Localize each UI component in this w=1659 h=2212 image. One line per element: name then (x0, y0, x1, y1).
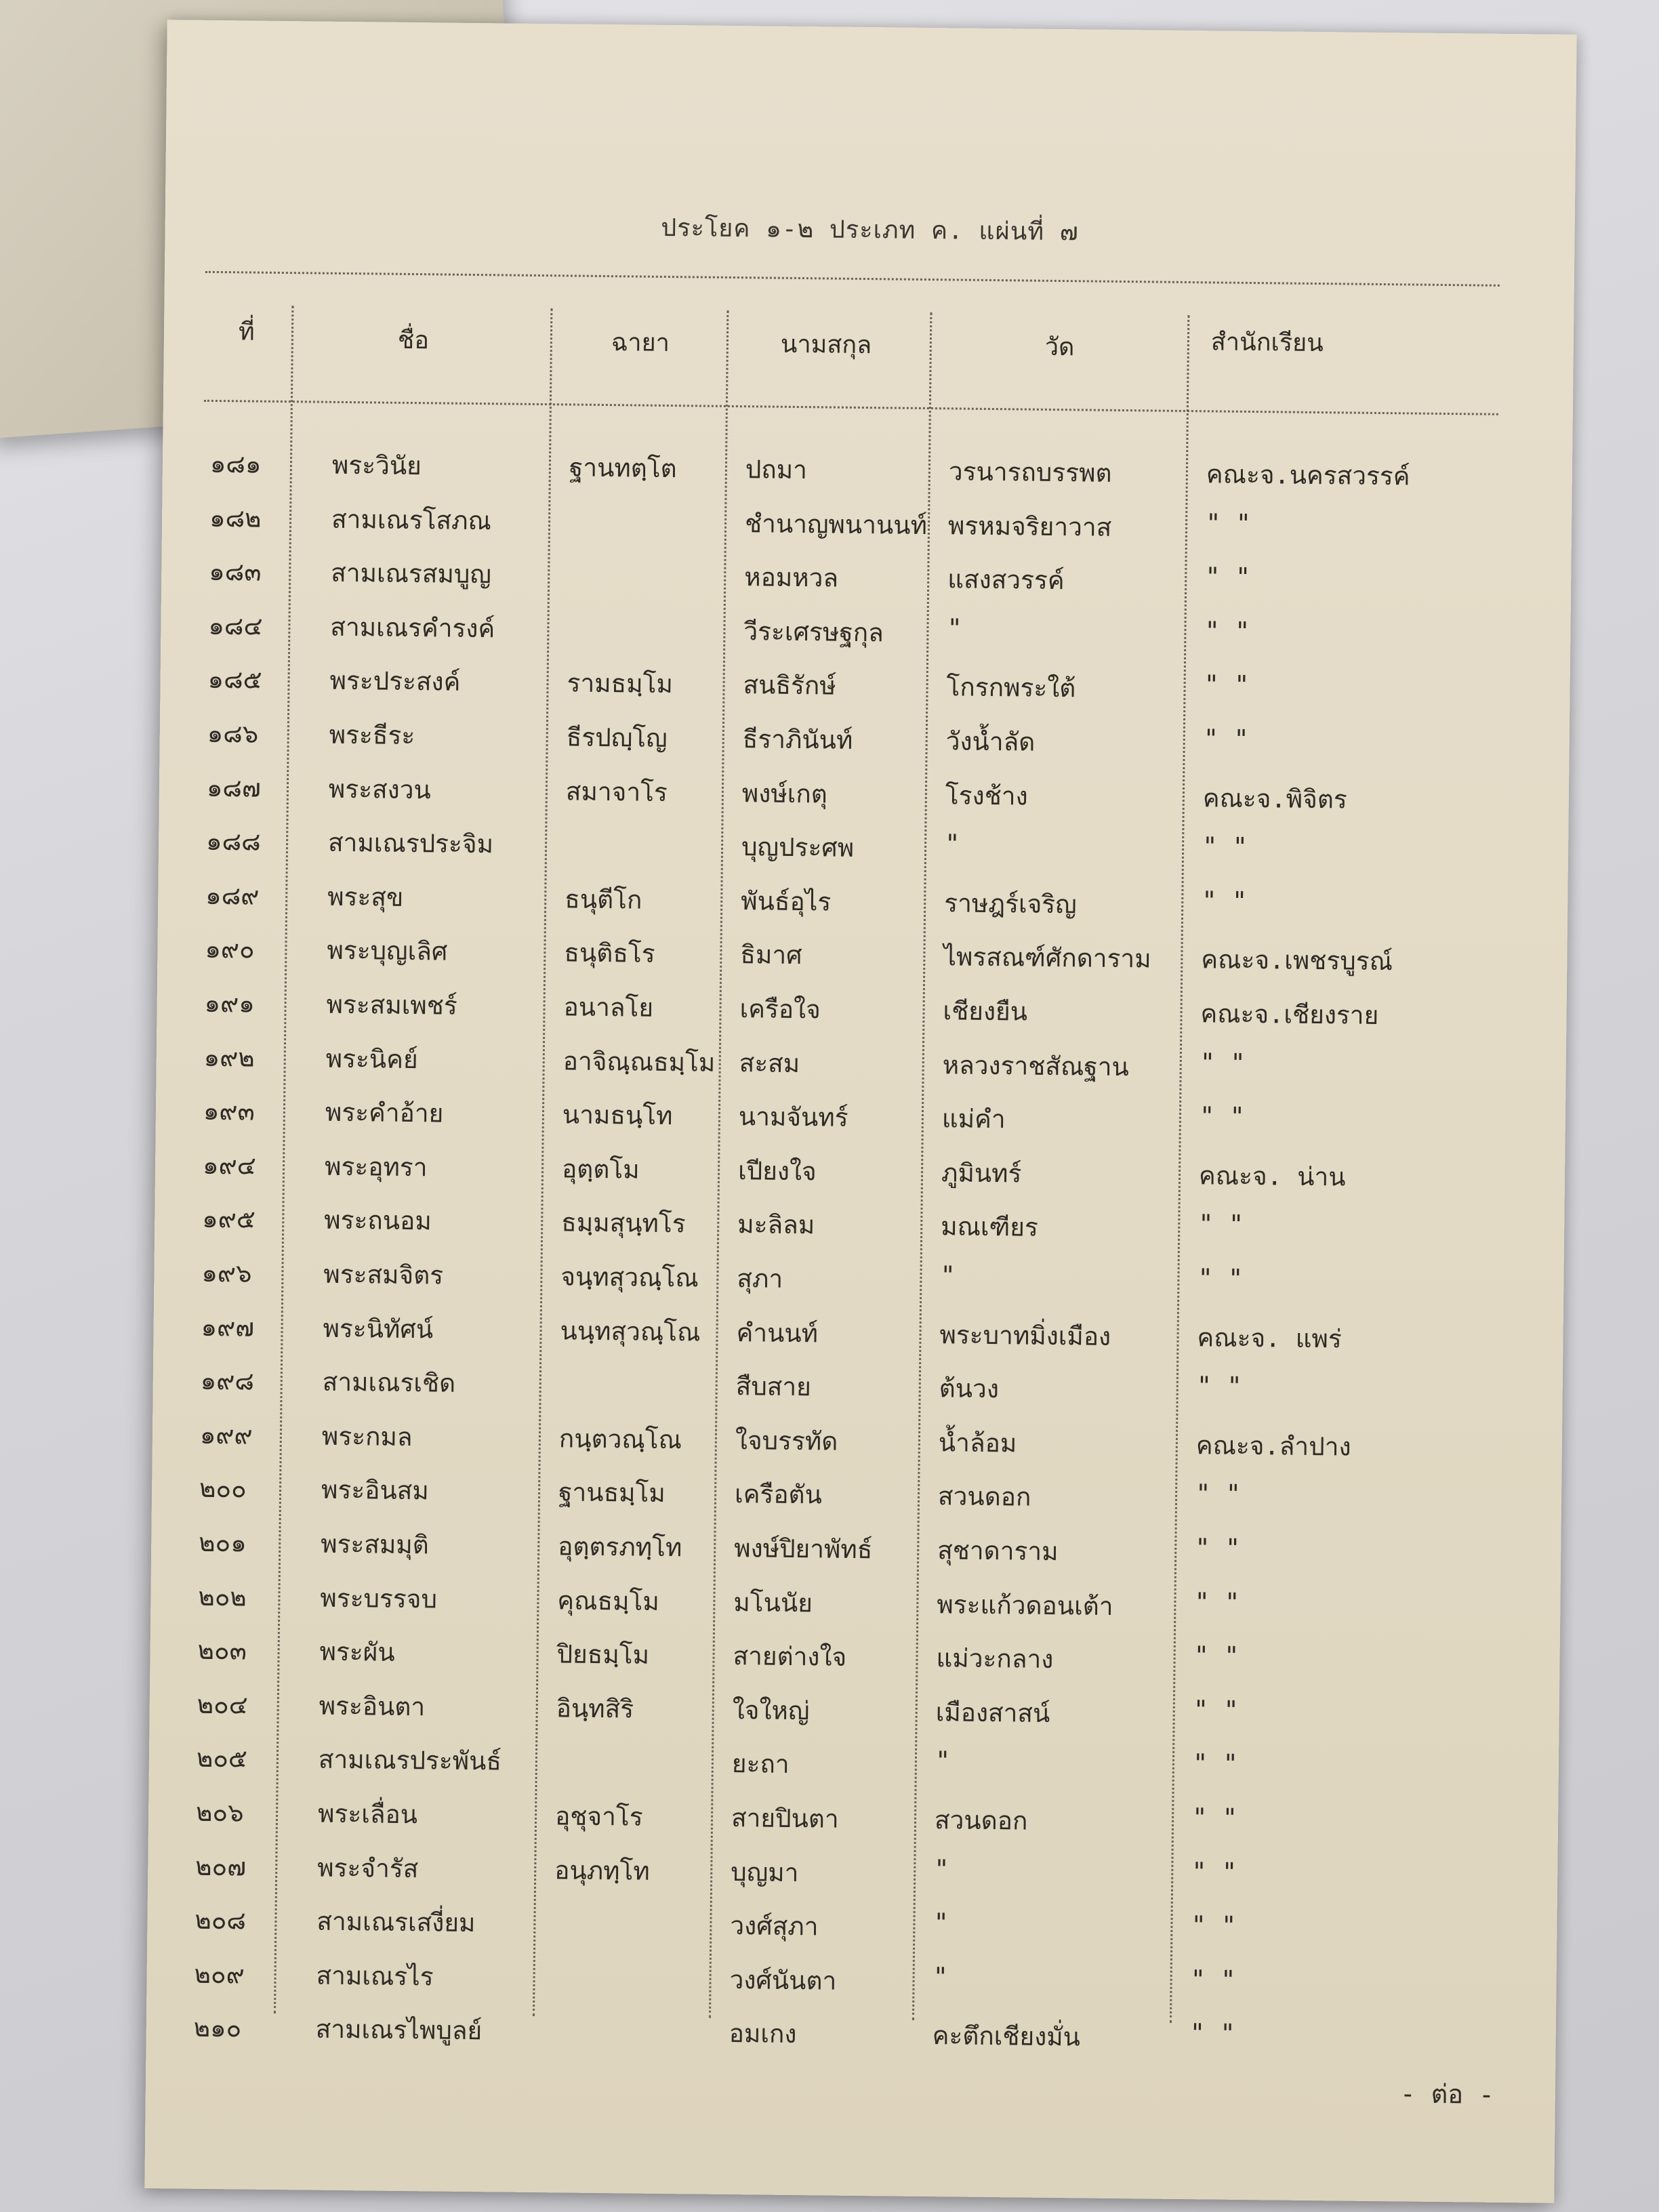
row-alias: อุตฺตรภทฺโท (558, 1532, 682, 1563)
row-school: " " (1205, 562, 1251, 592)
row-no: ๒๐๘ (194, 1905, 247, 1936)
row-name: พระจำรัส (317, 1853, 419, 1883)
row-name: พระถนอม (324, 1206, 432, 1236)
row-school: " " (1191, 1910, 1237, 1941)
row-temple: น้ำล้อม (938, 1428, 1017, 1458)
row-name: สามเณรโสภณ (331, 504, 492, 535)
row-alias: ปิยธมฺโม (556, 1639, 650, 1670)
row-school: " " (1189, 2018, 1235, 2049)
row-school: " " (1191, 1803, 1238, 1832)
row-school: " " (1204, 616, 1250, 646)
row-no: ๒๐๒ (198, 1582, 247, 1612)
row-temple: เชียงยืน (943, 996, 1028, 1027)
row-name: พระผัน (319, 1637, 395, 1668)
row-alias: อุตฺตโม (561, 1154, 640, 1185)
row-school: คณะจ.นครสวรรค์ (1206, 459, 1410, 491)
row-no: ๑๘๓ (209, 557, 262, 587)
row-surname: หอมหวล (744, 562, 839, 593)
row-no: ๑๘๙ (205, 880, 260, 911)
row-school: " " (1194, 1586, 1240, 1617)
row-temple: ต้นวง (939, 1374, 1000, 1404)
row-alias: ฐานทตฺโต (569, 453, 677, 484)
row-surname: พงษ์เกตุ (741, 778, 828, 809)
column-header-temple: วัด (1044, 333, 1075, 362)
row-surname: ชำนาญพนานนท์ (744, 508, 928, 540)
row-surname: เครือใจ (739, 994, 821, 1025)
row-alias: จนฺทสุวณฺโณ (560, 1262, 699, 1293)
row-school: " " (1200, 1047, 1246, 1078)
row-surname: พันธ์อุไร (741, 886, 832, 917)
row-surname: ใจใหญ่ (732, 1695, 810, 1726)
row-name: พระวินัย (331, 450, 422, 481)
column-header-alias: ฉายา (611, 329, 670, 357)
row-surname: สุภา (737, 1264, 783, 1294)
row-no: ๒๐๑ (199, 1528, 247, 1558)
row-school: คณะจ. แพร่ (1197, 1322, 1343, 1354)
row-school: " " (1203, 724, 1249, 754)
row-school: คณะจ. น่าน (1198, 1161, 1346, 1192)
row-no: ๒๐๗ (195, 1851, 247, 1882)
row-alias: รามธมฺโม (567, 668, 674, 699)
row-name: พระคำอ้าย (325, 1097, 444, 1128)
row-school: " " (1202, 832, 1248, 862)
page-title: ประโยค ๑-๒ ประเภท ค. แผ่นที่ ๗ (661, 213, 1080, 247)
row-no: ๑๘๖ (207, 718, 259, 749)
row-no: ๒๑๐ (193, 2013, 242, 2043)
row-no: ๒๐๙ (194, 1959, 245, 1990)
row-temple: พรหมจริยาวาส (947, 510, 1112, 542)
column-divider (1170, 315, 1189, 2023)
row-school: " " (1195, 1533, 1241, 1563)
row-no: ๑๘๕ (207, 665, 262, 695)
row-temple: วรนารถบรรพต (948, 457, 1112, 488)
column-header-no: ที่ (238, 318, 255, 346)
row-name: พระอุทรา (324, 1151, 428, 1183)
row-name: พระบุญเลิศ (327, 936, 448, 966)
row-temple: สุชาดาราม (937, 1536, 1059, 1567)
row-name: สามเณรประพันธ์ (318, 1745, 502, 1776)
column-divider (709, 310, 729, 2018)
row-temple: ภูมินทร์ (941, 1158, 1022, 1189)
row-name: สามเณรไพบูลย์ (315, 2015, 483, 2046)
column-header-school: สำนักเรียน (1210, 328, 1324, 358)
row-surname: คำนนท์ (736, 1317, 819, 1348)
row-surname: วงศ์นันตา (729, 1965, 837, 1996)
row-surname: สะสม (739, 1048, 800, 1078)
row-name: พระสมมุติ (321, 1529, 430, 1560)
row-no: ๑๙๘ (200, 1366, 255, 1396)
row-temple: " (940, 1261, 956, 1290)
row-surname: พงษ์ปิยาพัทธ์ (734, 1534, 873, 1565)
row-no: ๑๙๐ (205, 935, 255, 965)
row-surname: บุญประศพ (741, 832, 855, 863)
row-temple: สวนดอก (937, 1481, 1031, 1513)
row-alias: นามธนฺโท (562, 1100, 673, 1131)
row-name: สามเณรคำรงค์ (330, 612, 495, 644)
row-no: ๑๘๑ (209, 449, 262, 479)
row-surname: วงศ์สุภา (730, 1911, 819, 1942)
row-surname: ยะถา (731, 1749, 790, 1780)
row-school: " " (1205, 508, 1252, 538)
row-surname: ธิมาศ (740, 940, 802, 970)
row-temple: เมืองสาสน์ (935, 1698, 1050, 1728)
row-name: พระนิทัศน์ (323, 1313, 434, 1345)
row-school: " " (1192, 1748, 1239, 1779)
column-divider (274, 306, 293, 2013)
row-no: ๑๙๙ (199, 1420, 253, 1450)
row-no: ๒๐๕ (196, 1744, 248, 1774)
row-alias: อนุภทฺโท (554, 1855, 651, 1886)
row-school: " " (1196, 1371, 1242, 1401)
row-temple: วังน้ำลัด (945, 726, 1036, 757)
row-no: ๑๙๖ (201, 1258, 252, 1288)
row-no: ๑๙๒ (203, 1042, 255, 1073)
row-school: " " (1198, 1209, 1244, 1240)
row-no: ๑๙๗ (201, 1312, 255, 1343)
row-temple: " (934, 1853, 949, 1884)
row-surname: ธีราภินันท์ (742, 724, 853, 755)
row-no: ๒๐๓ (197, 1635, 247, 1666)
row-alias: อินฺทสิริ (556, 1694, 634, 1724)
row-surname: สายต่างใจ (733, 1641, 847, 1673)
row-temple: พระแก้วดอนเต้า (937, 1589, 1113, 1621)
row-surname: วีระเศรษฐกุล (743, 616, 884, 648)
row-no: ๑๙๓ (203, 1097, 255, 1126)
row-alias: กนฺตวณฺโณ (558, 1424, 682, 1455)
row-alias: ฐานธมฺโม (558, 1477, 666, 1509)
row-name: พระกมล (321, 1421, 413, 1452)
row-no: ๒๐๖ (195, 1797, 244, 1828)
row-school: " " (1199, 1101, 1246, 1132)
row-name: พระสมจิตร (323, 1259, 444, 1290)
column-divider (533, 308, 552, 2016)
column-header-name: ชื่อ (397, 326, 430, 355)
row-name: พระสมเพชร์ (326, 989, 457, 1021)
row-alias: สมาจาโร (565, 777, 668, 807)
row-school: คณะจ.พิจิตร (1202, 783, 1347, 815)
row-school: คณะจ.เพชรบูรณ์ (1201, 945, 1393, 977)
row-surname: บุญมา (731, 1857, 799, 1887)
row-no: ๒๐๔ (197, 1689, 248, 1720)
row-name: สามเณรประจิม (327, 827, 494, 859)
document-page (144, 20, 1576, 2203)
row-name: สามเณรเชิด (322, 1367, 456, 1398)
row-surname: ใจบรรทัด (735, 1425, 838, 1456)
row-surname: สนธิรักษ์ (743, 670, 836, 701)
row-temple: " (933, 1961, 949, 1992)
header-top-rule (205, 271, 1500, 287)
row-no: ๑๙๑ (204, 988, 255, 1019)
row-name: พระอินสม (321, 1475, 429, 1506)
row-alias: ธีรปญฺโญ (566, 722, 668, 753)
row-name: พระอินตา (319, 1691, 426, 1722)
row-temple: โรงช้าง (945, 780, 1028, 811)
row-no: ๑๙๕ (202, 1204, 256, 1235)
row-surname: ปถมา (745, 455, 808, 485)
row-temple: ไพรสณฑ์ศักดาราม (943, 942, 1151, 974)
row-temple: " (933, 1908, 949, 1938)
row-alias: ธนุติธโร (564, 938, 655, 969)
row-surname: มโนนัย (733, 1587, 813, 1618)
row-school: " " (1191, 1856, 1237, 1887)
row-temple: " (944, 829, 960, 859)
row-temple: ราษฎร์เจริญ (944, 888, 1077, 920)
row-school: " " (1190, 1964, 1236, 1994)
row-no: ๒๐๐ (199, 1474, 247, 1504)
row-name: พระบรรจบ (320, 1583, 438, 1614)
row-name: พระประสงค์ (329, 666, 461, 697)
row-school: " " (1195, 1479, 1242, 1509)
row-name: สามเณรไร (316, 1961, 434, 1992)
row-temple: " (947, 613, 962, 643)
row-surname: เครือตัน (734, 1479, 823, 1510)
row-name: พระธีระ (329, 720, 415, 751)
row-no: ๑๙๔ (202, 1150, 256, 1181)
row-no: ๑๘๘ (205, 827, 261, 857)
row-alias: นนฺทสุวณฺโณ (560, 1315, 701, 1347)
page-footer: - ต่อ - (1399, 2078, 1495, 2110)
row-temple: โกรกพระใต้ (946, 672, 1076, 703)
row-alias: อาจิณฺณธมฺโม (562, 1046, 716, 1078)
row-name: สามเณรสมบูญ (331, 558, 492, 590)
row-school: คณะจ.ลำปาง (1195, 1431, 1351, 1462)
row-name: สามเณรเสงี่ยม (316, 1906, 476, 1938)
row-no: ๑๘๔ (208, 611, 263, 641)
row-surname: มะลิลม (737, 1210, 815, 1240)
row-temple: หลวงราชสัณฐาน (942, 1050, 1129, 1082)
row-school: " " (1204, 670, 1250, 700)
row-temple: คะตึกเชียงมั่น (932, 2021, 1081, 2052)
header-bottom-rule (204, 400, 1498, 415)
row-school: คณะจ.เชียงราย (1200, 999, 1379, 1030)
row-temple: แสงสวรรค์ (947, 565, 1065, 596)
row-temple: สวนดอก (934, 1805, 1028, 1836)
column-header-surname: นามสกุล (780, 330, 872, 360)
row-alias: คุณธมฺโม (557, 1585, 659, 1616)
row-school: " " (1197, 1263, 1244, 1293)
row-surname: สืบสาย (735, 1372, 812, 1402)
row-name: พระนิคย์ (325, 1044, 418, 1074)
row-no: ๑๘๗ (206, 773, 262, 803)
row-name: พระสุข (327, 882, 404, 912)
row-surname: สายปินตา (731, 1803, 839, 1834)
row-temple: มณเฑียร (940, 1212, 1039, 1243)
row-surname: นามจันทร์ (738, 1102, 848, 1132)
row-surname: เปียงใจ (737, 1155, 817, 1187)
row-alias: ธมฺมสุนฺทโร (561, 1208, 686, 1239)
row-temple: แม่วะกลาง (936, 1643, 1054, 1675)
row-temple: แม่คำ (941, 1104, 1006, 1134)
row-name: พระเลื่อน (317, 1799, 418, 1830)
row-alias: ธนุตีโก (565, 884, 642, 915)
row-surname: อมเกง (729, 2019, 797, 2049)
row-temple: พระบาทมิ่งเมือง (939, 1319, 1111, 1351)
column-divider (912, 312, 932, 2020)
row-school: " " (1193, 1694, 1239, 1725)
row-no: ๑๘๒ (209, 503, 262, 533)
row-alias: อุชุจาโร (554, 1801, 643, 1832)
row-school: " " (1202, 886, 1248, 916)
row-school: " " (1193, 1641, 1240, 1671)
row-alias: อนาลโย (563, 992, 654, 1023)
row-name: พระสงวน (328, 774, 432, 804)
row-temple: " (935, 1746, 951, 1776)
